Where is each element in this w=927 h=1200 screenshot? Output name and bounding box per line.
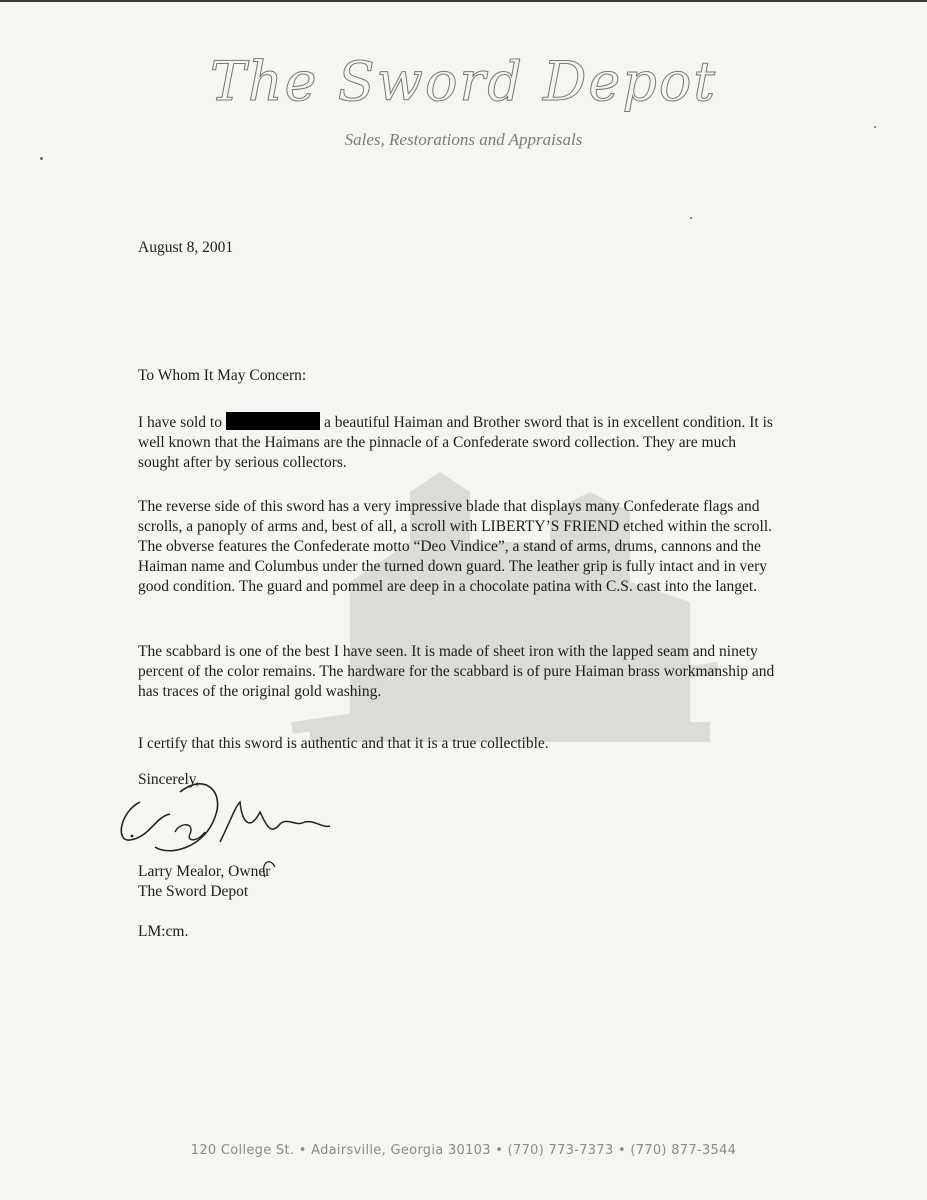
letter-closing: Sincerely, [138,771,200,788]
footer-address: 120 College St. • Adairsville, Georgia 30103 • (770) 773-7373 • (770) 877-3544 [190,1143,737,1158]
paragraph-3: The scabbard is one of the best I have seen. It is made of sheet iron with the lapped seam and ninety percent of the color remains. The hardware for the scabbard is of pure Haiman brass workmanship and has traces of the original gold washing. [138,643,775,700]
scan-speck [40,157,43,160]
letter-date: August 8, 2001 [138,239,234,256]
paragraph-4: I certify that this sword is authentic and that it is a true collectible. [138,735,549,752]
paragraph-2: The reverse side of this sword has a very impressive blade that displays many Confederate flags and scrolls, a panoply of arms and, best of all, a scroll with LIBERTY’S FRIEND etched within the scroll. The obverse features the Confederate motto “Deo Vindice”, a stand of arms, drums, cannons and the Haiman name and Columbus under the turned down guard. The leather grip is fully intact and in very good condition. The guard and pommel are deep in a chocolate patina with C.S. cast into the langet. [138,498,773,595]
letter-salutation: To Whom It May Concern: [138,367,307,384]
signer-company: The Sword Depot [138,883,249,900]
redaction-bar [226,412,320,430]
paragraph-1-rest: a beautiful Haiman and Brother sword that is in excellent condition. It is well known that the Haimans are the pinnacle of a Confederate sword collection. They are much sought after by serious collectors. [138,414,773,471]
paragraph-1-lead: I have sold to [138,414,222,431]
scan-speck [690,217,692,219]
letterhead-title: The Sword Depot [209,50,718,113]
letterhead-subtitle: Sales, Restorations and Appraisals [344,130,583,149]
scan-speck [874,126,876,128]
signer-name: Larry Mealor, Owner [138,863,271,880]
typist-initials: LM:cm. [138,923,189,940]
paragraph-1 [138,412,778,473]
